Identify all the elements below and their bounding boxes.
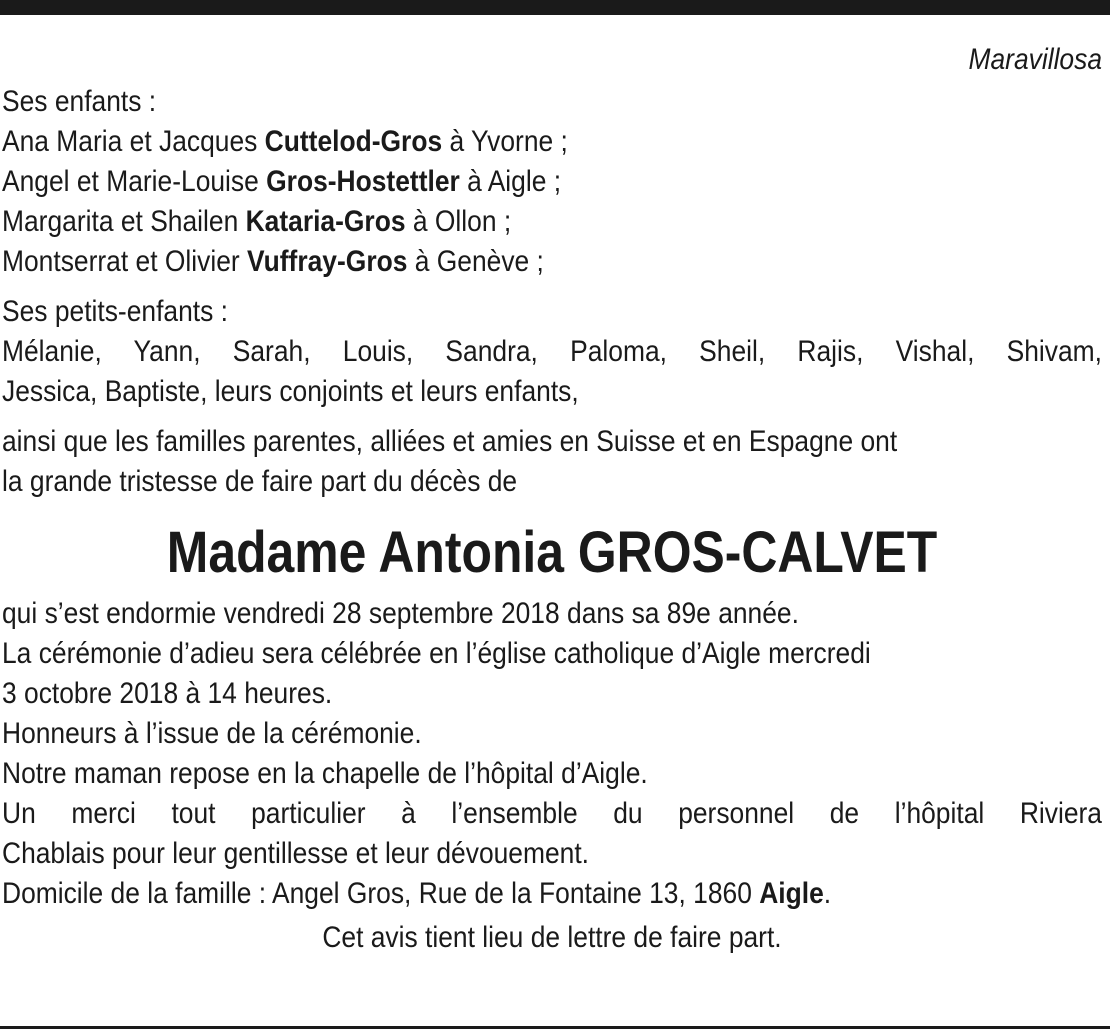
closing-note: Cet avis tient lieu de lettre de faire part. (322, 921, 782, 954)
child-surname: Kataria-Gros (245, 205, 406, 238)
families-text: ainsi que les familles parentes, alliées et amies en Suisse et en Espagne ont (2, 425, 898, 458)
obituary-notice (2, 40, 1102, 958)
child-entry: Angel et Marie-Louise Gros-Hostettler à Aigle ; (2, 165, 562, 198)
ceremony-date: 3 octobre 2018 à 14 heures. (2, 677, 333, 710)
grandchildren-names: Mélanie, Yann, Sarah, Louis, Sandra, Paloma, Sheil, Rajis, Vishal, Shivam, (2, 335, 1102, 368)
bottom-rule (0, 1026, 1110, 1029)
child-entry: Montserrat et Olivier Vuffray-Gros à Genève ; (2, 245, 544, 278)
child-entry: Margarita et Shailen Kataria-Gros à Ollon ; (2, 205, 512, 238)
family-address: Domicile de la famille : Angel Gros, Rue de la Fontaine 13, 1860 Aigle. (2, 877, 832, 910)
passing-date: qui s’est endormie vendredi 28 septembre 2018 dans sa 89e année. (2, 597, 799, 630)
repose-info: Notre maman repose en la chapelle de l’hôpital d’Aigle. (2, 757, 648, 790)
deceased-name: Madame Antonia GROS-CALVET (166, 520, 938, 585)
child-entry: Ana Maria et Jacques Cuttelod-Gros à Yvorne ; (2, 125, 568, 158)
honours-info: Honneurs à l’issue de la cérémonie. (2, 717, 422, 750)
top-rule (0, 0, 1110, 15)
families-text-cont: la grande tristesse de faire part du décès de (2, 465, 518, 498)
ceremony-info: La cérémonie d’adieu sera célébrée en l’église catholique d’Aigle mercredi (2, 637, 871, 670)
children-heading: Ses enfants : (2, 85, 157, 118)
thanks-text: Un merci tout particulier à l’ensemble du personnel de l’hôpital Riviera (2, 797, 1102, 830)
child-surname: Cuttelod-Gros (264, 125, 443, 158)
child-surname: Vuffray-Gros (247, 245, 408, 278)
grandchildren-names-cont: Jessica, Baptiste, leurs conjoints et leurs enfants, (2, 375, 579, 408)
address-city: Aigle (759, 877, 824, 910)
child-surname: Gros-Hostettler (266, 165, 460, 198)
grandchildren-heading: Ses petits-enfants : (2, 295, 228, 328)
motto: Maravillosa (968, 43, 1102, 76)
thanks-text-cont: Chablais pour leur gentillesse et leur dévouement. (2, 837, 590, 870)
